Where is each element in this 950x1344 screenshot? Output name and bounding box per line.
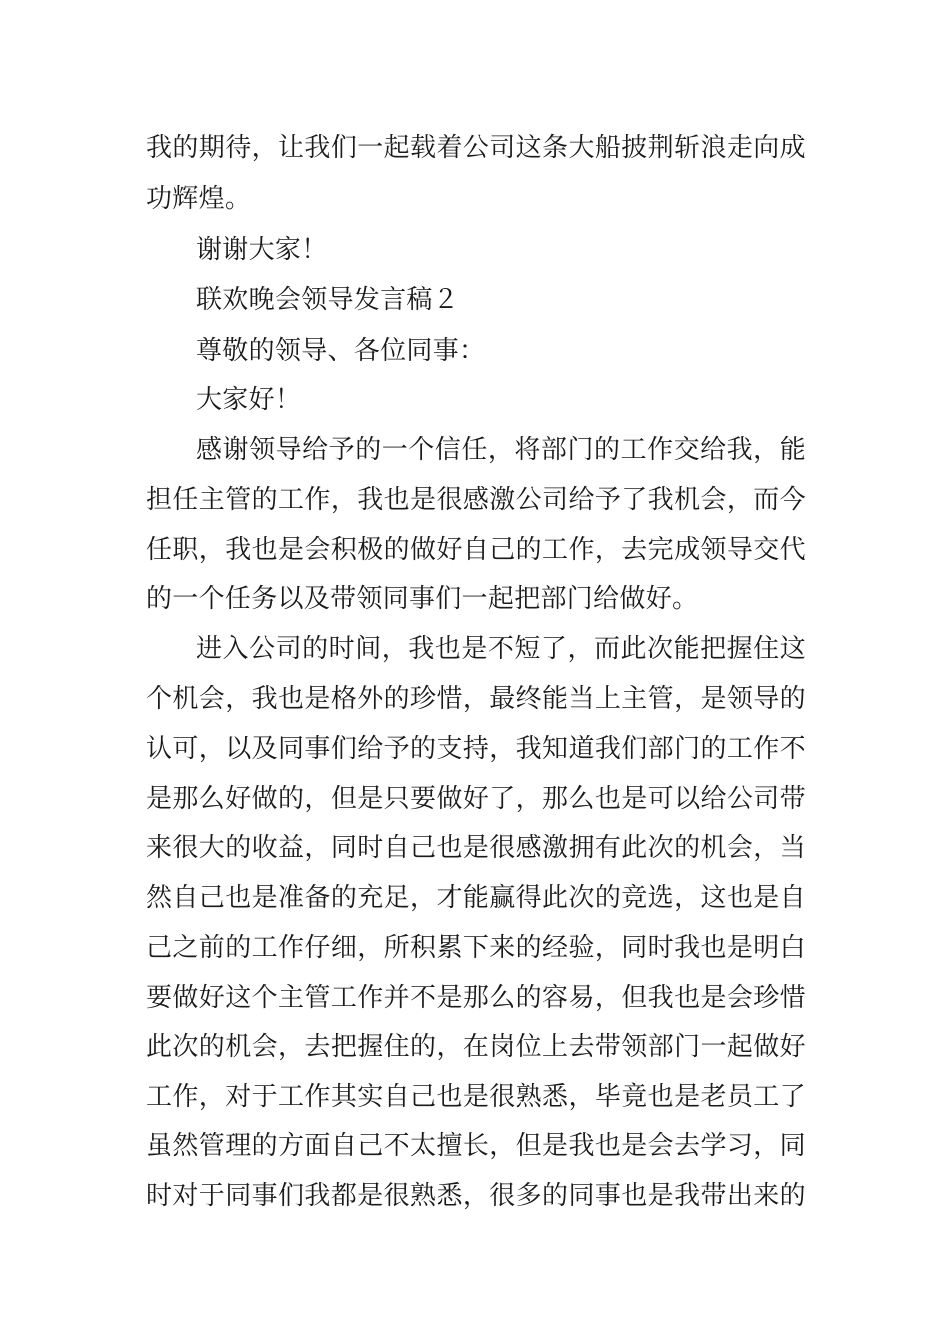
text-line: 认可，以及同事们给予的支持，我知道我们部门的工作不 [146, 734, 806, 764]
text-line: 来很大的收益，同时自己也是很感激拥有此次的机会，当 [146, 833, 806, 863]
text-line: 我的期待，让我们一起载着公司这条大船披荆斩浪走向成 [146, 133, 806, 163]
text-line: 尊敬的领导、各位同事： [196, 336, 486, 366]
text-line: 谢谢大家！ [196, 235, 328, 265]
text-line: 工作，对于工作其实自己也是很熟悉，毕竟也是老员工了 [146, 1082, 806, 1112]
text-line: 虽然管理的方面自己不太擅长，但是我也是会去学习，同 [146, 1131, 806, 1161]
text-line: 担任主管的工作，我也是很感激公司给予了我机会，而今 [146, 485, 806, 515]
text-line: 是那么好做的，但是只要做好了，那么也是可以给公司带 [146, 784, 806, 814]
text-line: 然自己也是准备的充足，才能赢得此次的竞选，这也是自 [146, 883, 806, 913]
text-line: 功辉煌。 [146, 184, 252, 214]
text-line: 进入公司的时间，我也是不短了，而此次能把握住这 [196, 634, 806, 664]
text-line: 时对于同事们我都是很熟悉，很多的同事也是我带出来的 [146, 1181, 806, 1211]
text-line: 感谢领导给予的一个信任，将部门的工作交给我，能 [196, 435, 806, 465]
text-line: 的一个任务以及带领同事们一起把部门给做好。 [146, 584, 699, 614]
section-heading: 联欢晚会领导发言稿２ [196, 285, 460, 315]
text-line: 己之前的工作仔细，所积累下来的经验，同时我也是明白 [146, 933, 806, 963]
text-line: 任职，我也是会积极的做好自己的工作，去完成领导交代 [146, 535, 806, 565]
text-line: 大家好！ [196, 385, 302, 415]
text-line: 要做好这个主管工作并不是那么的容易，但我也是会珍惜 [146, 983, 806, 1013]
text-line: 此次的机会，去把握住的，在岗位上去带领部门一起做好 [146, 1032, 806, 1062]
text-line: 个机会，我也是格外的珍惜，最终能当上主管，是领导的 [146, 684, 806, 714]
